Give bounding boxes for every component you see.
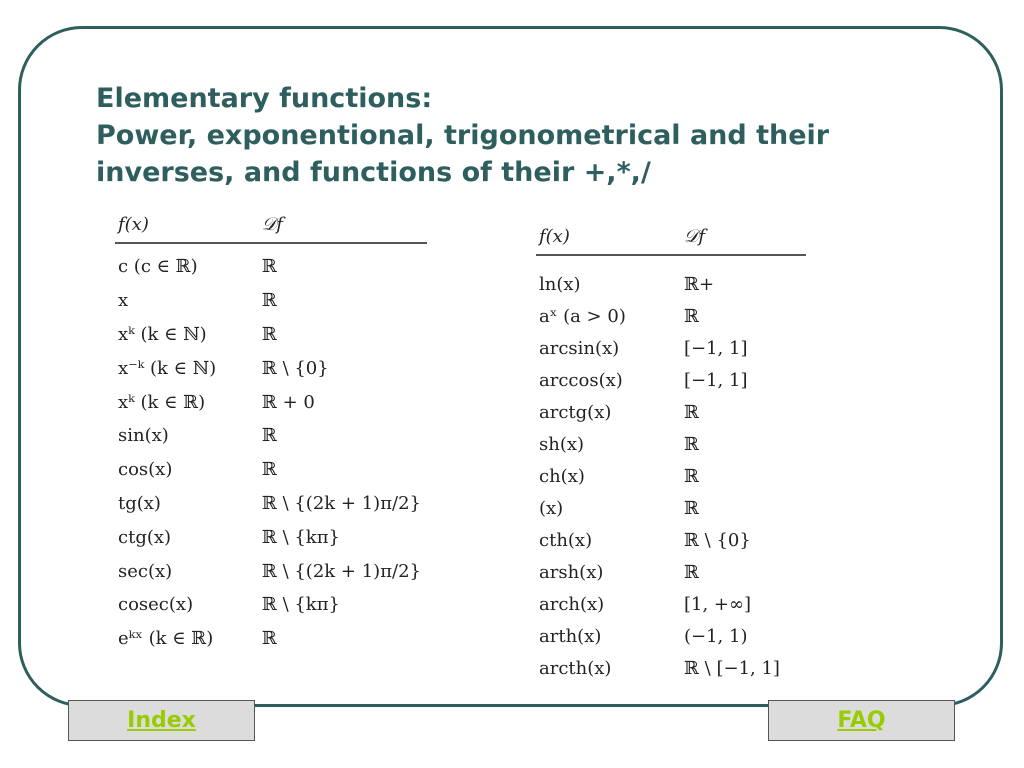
domain-cell: [1, +∞] bbox=[684, 593, 752, 615]
table-row bbox=[115, 622, 427, 656]
table-header-row bbox=[536, 222, 806, 255]
domain-cell: ℝ \ {kπ} bbox=[261, 594, 340, 616]
table-row bbox=[536, 588, 806, 620]
slide-title bbox=[96, 80, 956, 191]
domain-cell: ℝ bbox=[261, 290, 277, 312]
domain-cell: ℝ bbox=[261, 425, 277, 447]
table-row bbox=[536, 428, 806, 460]
function-cell: xᵏ (k ∈ ℝ) bbox=[118, 391, 206, 413]
domain-cell: ℝ \ {0} bbox=[684, 529, 751, 551]
function-cell: x bbox=[118, 290, 129, 312]
table-row bbox=[536, 652, 806, 684]
title-line-3: inverses, and functions of their +,*,/ bbox=[96, 157, 651, 188]
domain-cell: [−1, 1] bbox=[684, 337, 748, 359]
faq-button[interactable] bbox=[768, 700, 955, 741]
function-cell: ln(x) bbox=[539, 273, 581, 295]
table-row bbox=[115, 385, 427, 419]
table-row bbox=[536, 620, 806, 652]
function-cell: sh(x) bbox=[539, 433, 585, 455]
domain-cell: ℝ bbox=[684, 497, 699, 519]
domain-cell: ℝ bbox=[684, 465, 699, 487]
title-line-2: Power, exponentional, trigonometrical and their bbox=[96, 120, 830, 151]
table-row bbox=[536, 364, 806, 396]
domain-cell: (−1, 1) bbox=[684, 625, 748, 647]
domain-cell: ℝ + 0 bbox=[261, 391, 315, 413]
table-row bbox=[536, 460, 806, 492]
table-row bbox=[536, 300, 806, 332]
table-row bbox=[115, 243, 427, 284]
domain-cell: [−1, 1] bbox=[684, 369, 748, 391]
table-row bbox=[536, 332, 806, 364]
header-domain: 𝒟f bbox=[259, 210, 427, 243]
domain-cell: ℝ bbox=[684, 401, 699, 423]
table-row bbox=[536, 255, 806, 300]
function-domain-table-left bbox=[115, 210, 427, 656]
table-row bbox=[115, 520, 427, 554]
domain-cell: ℝ \ {(2k + 1)π/2} bbox=[261, 492, 421, 514]
table-row bbox=[536, 492, 806, 524]
domain-cell: ℝ bbox=[684, 561, 699, 583]
domain-cell: ℝ \ {(2k + 1)π/2} bbox=[261, 560, 421, 582]
function-cell: ctg(x) bbox=[118, 526, 172, 548]
function-cell: tg(x) bbox=[118, 492, 161, 514]
function-cell: arch(x) bbox=[539, 593, 605, 615]
function-cell: ch(x) bbox=[539, 465, 585, 487]
domain-cell: ℝ bbox=[684, 433, 699, 455]
function-cell: (x) bbox=[539, 497, 564, 519]
title-line-1: Elementary functions: bbox=[96, 83, 433, 114]
table-row bbox=[115, 419, 427, 453]
function-cell: xᵏ (k ∈ ℕ) bbox=[118, 323, 207, 345]
function-cell: aˣ (a > 0) bbox=[539, 305, 626, 327]
table-row bbox=[115, 453, 427, 487]
domain-cell: ℝ bbox=[261, 459, 277, 481]
table-header-row bbox=[115, 210, 427, 243]
function-cell: arccos(x) bbox=[539, 369, 623, 391]
domain-cell: ℝ bbox=[261, 628, 277, 650]
function-cell: cos(x) bbox=[118, 459, 173, 481]
function-cell: arsh(x) bbox=[539, 561, 604, 583]
header-function: f(x) bbox=[536, 222, 681, 255]
function-domain-table-right bbox=[536, 222, 806, 684]
function-cell: sec(x) bbox=[118, 560, 173, 582]
header-function: f(x) bbox=[115, 210, 259, 243]
function-cell: x⁻ᵏ (k ∈ ℕ) bbox=[118, 357, 217, 379]
table-row bbox=[536, 396, 806, 428]
function-cell: eᵏˣ (k ∈ ℝ) bbox=[118, 628, 214, 650]
function-cell: c (c ∈ ℝ) bbox=[118, 256, 198, 278]
table-row bbox=[115, 487, 427, 521]
table-row bbox=[115, 554, 427, 588]
domain-cell: ℝ \ {0} bbox=[261, 357, 329, 379]
function-cell: arth(x) bbox=[539, 625, 602, 647]
table-row bbox=[115, 351, 427, 385]
table-row bbox=[115, 588, 427, 622]
table-row bbox=[115, 318, 427, 352]
function-cell: cosec(x) bbox=[118, 594, 194, 616]
table-row bbox=[115, 284, 427, 318]
table-row bbox=[536, 524, 806, 556]
index-button[interactable] bbox=[68, 700, 255, 741]
faq-link[interactable]: FAQ bbox=[837, 708, 886, 733]
function-cell: arctg(x) bbox=[539, 401, 612, 423]
domain-cell: ℝ bbox=[261, 256, 277, 278]
function-cell: sin(x) bbox=[118, 425, 169, 447]
domain-cell: ℝ bbox=[261, 323, 277, 345]
index-link[interactable]: Index bbox=[127, 708, 196, 733]
table-row bbox=[536, 556, 806, 588]
function-cell: cth(x) bbox=[539, 529, 593, 551]
header-domain: 𝒟f bbox=[681, 222, 806, 255]
domain-cell: ℝ bbox=[684, 305, 699, 327]
domain-cell: ℝ \ {kπ} bbox=[261, 526, 340, 548]
domain-cell: ℝ \ [−1, 1] bbox=[684, 657, 780, 679]
domain-cell: ℝ+ bbox=[684, 273, 715, 295]
function-cell: arcsin(x) bbox=[539, 337, 620, 359]
function-cell: arcth(x) bbox=[539, 657, 612, 679]
